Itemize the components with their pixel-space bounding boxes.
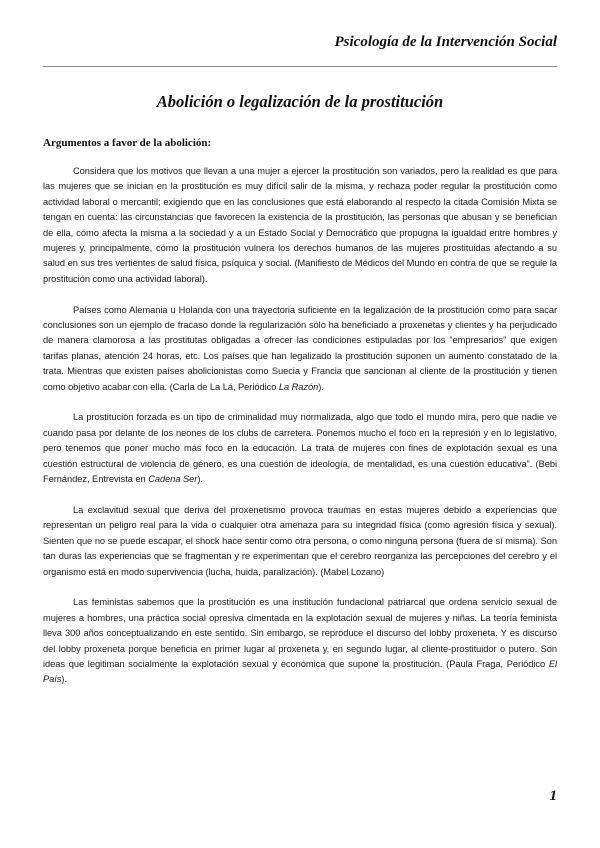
paragraph-suffix: ). <box>318 381 324 392</box>
source-name: El País <box>43 658 557 685</box>
running-header: Psicología de la Intervención Social <box>334 34 557 50</box>
document-title: Abolición o legalización de la prostitución <box>156 92 444 111</box>
header-divider <box>43 66 557 67</box>
paragraph-5 <box>43 595 557 687</box>
paragraph-text: Considera que los motivos que llevan a una mujer a ejercer la prostitución son variados, pero la realidad es que para las mujeres que se inician en la prostitución es muy difícil salir de la misma, y rechaza poder regular la prostitución como actividad laboral o mercantil; exigiendo que en las conclusiones que está elaborando al respecto la citada Comisión Mixta se tengan en cuenta: las circunstancias que favorecen la existencia de la prostitución, las personas que abusan y se benefician de ella, cómo afecta la misma a la sociedad y a un Estado Social y Democrático que propugna la igualdad entre hombres y mujeres y, principalmente, cómo la prostitución vulnera los derechos humanos de las mujeres prostituidas afectando a su salud en sus tres vertientes de salud física, psíquica y social. (Manifiesto de Médicos del Mundo en contra de que se regule la prostitución como una actividad laboral). <box>43 166 557 284</box>
paragraph-3 <box>43 410 557 487</box>
source-name: La Razón <box>278 381 319 392</box>
paragraph-text: Las feministas sabemos que la prostitución es una institución fundacional patriarcal que ordena servicio sexual de mujeres a hombres, una práctica social opresiva cimentada en la explotación sexual de mujeres y niñas. La teoría feminista lleva 300 años conceptualizando en este sentido. Sin embargo, se reproduce el discurso del lobby proxeneta. Y es discurso del lobby proxeneta porque beneficia en primer lugar al proxeneta y, en segundo lugar, al cliente-prostituidor o putero. Son ideas que legitiman socialmente la explotación sexual y económica que supone la prostitución. (Paula Fraga, Periódico <box>43 597 557 669</box>
page-number: 1 <box>549 788 557 804</box>
paragraph-suffix: ). <box>197 474 203 485</box>
paragraph-text: La exclavitud sexual que deriva del proxenetismo provoca traumas en estas mujeres debido a experiencias que representan un peligro real para la vida o cualquier otra amenaza para su integridad física (como agresión física y sexual). Sienten que no se puede escapar, el shock hace sentir como otra persona, o como ninguna persona (fuera de sí misma). Son tan duras las experiencias que se fragmentan y re experimentan que el cerebro reorganiza las percepciones del cerebro y el organismo está en modo supervivencia (lucha, huida, paralización). (Mabel Lozano) <box>43 504 557 577</box>
paragraph-2 <box>43 303 557 395</box>
source-name: Cadena Ser <box>148 474 198 485</box>
paragraph-text: Países como Alemania u Holanda con una trayectoria suficiente en la legalización de la prostitución como para sacar conclusiones son un ejemplo de fracaso donde la regularización sólo ha beneficiado a proxenetas y clientes y ha perjudicado de manera clamorosa a las prostitutas obligadas a ofrecer las condiciones estipuladas por los “empresarios” que exigen tarifas planas, atención 24 horas, etc. Los países que han legalizado la prostitución suponen un aumento constatado de la trata. Mientras que existen países abolicionistas como Suecia y Francia que sancionan al cliente de la prostitución y tienen como objetivo acabar con ella. (Carla de La Lá, Periódico <box>43 304 557 392</box>
paragraph-text: La prostitución forzada es un tipo de criminalidad muy normalizada, algo que todo el mundo mira, pero que nadie ve cuando pasa por delante de los neones de los clubs de carretera. Ponemos mucho el foco en la represión y en lo legislativo, pero tenemos que poner mucho más foco en la educación. La trata de mujeres con fines de explotación sexual es una cuestión estructural de violencia de género, es una cuestión de ideología, de mentalidad, es una cuestión educativa”. (Bebi Fernández, Entrevista en <box>43 412 557 485</box>
paragraph-1 <box>43 164 557 287</box>
body-text <box>43 164 557 703</box>
section-heading: Argumentos a favor de la abolición: <box>43 137 212 149</box>
paragraph-suffix: ). <box>61 674 67 685</box>
paragraph-4 <box>43 503 557 580</box>
